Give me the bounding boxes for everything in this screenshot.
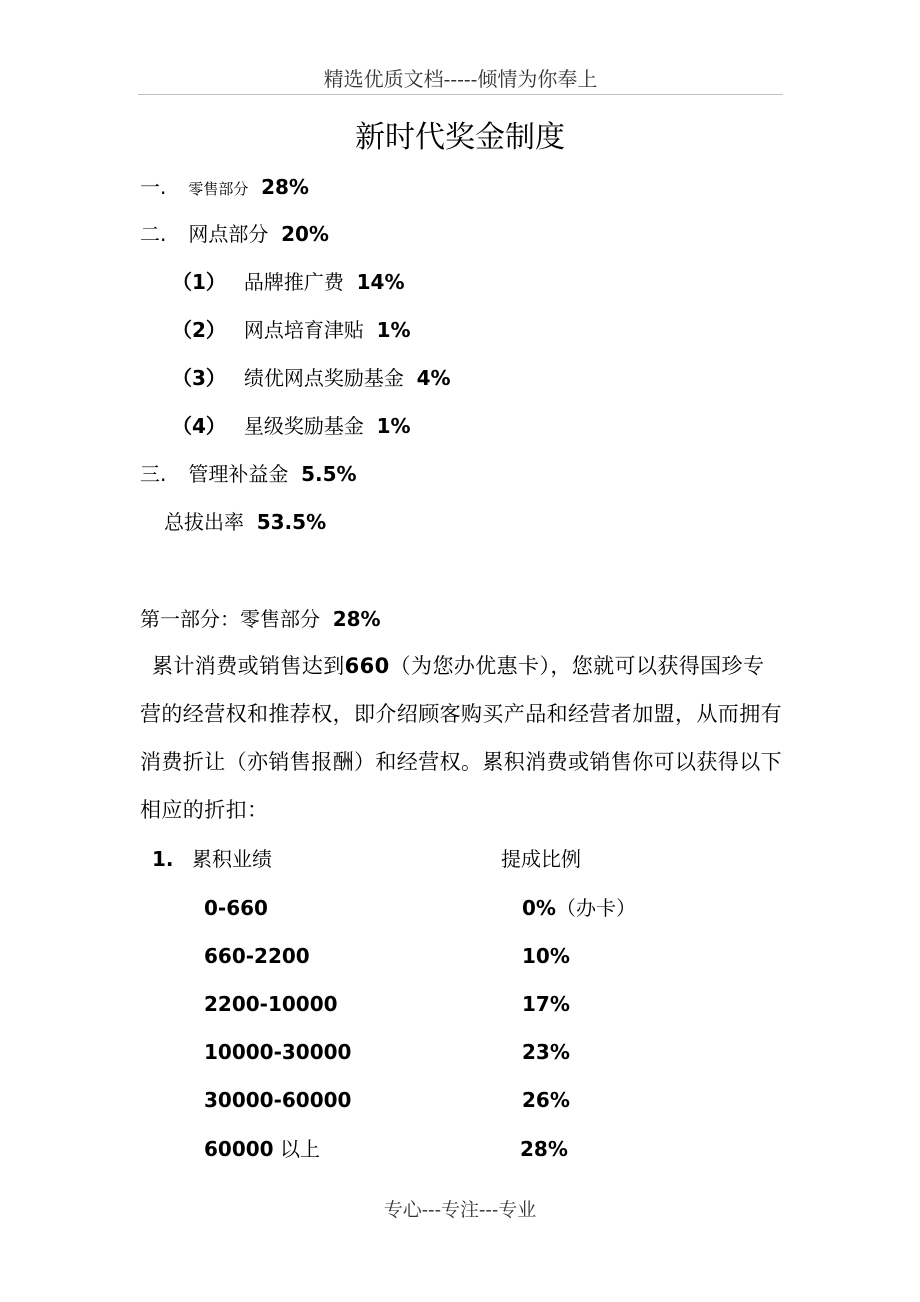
range-cell: 10000-30000 [204,1040,352,1064]
summary-item-outlet [140,219,329,249]
paragraph-number: 660 [344,654,390,678]
rate-value: 28% [520,1137,568,1161]
item-label: 零售部分 [188,180,249,198]
document-title: 新时代奖金制度 [355,120,565,155]
subitem-label: 品牌推广费 [243,270,344,294]
section-heading-value: 28% [332,607,381,631]
subitem-value: 4% [416,366,451,390]
item-marker: 一. [140,175,167,199]
subitem-label: 网点培育津贴 [243,318,364,342]
table-index: 1. [152,847,174,871]
table-row [0,989,920,1019]
paragraph-text: 累计消费或销售达到 [152,654,345,678]
section-heading [140,604,381,634]
table-column-header: 提成比例 [501,847,581,871]
summary-subitem-performance [172,363,451,393]
subitem-value: 14% [356,270,405,294]
summary-subitem-cultivation [172,315,411,345]
range-cell: 660-2200 [204,944,310,968]
total-label: 总拔出率 [164,510,244,534]
header-divider [138,94,783,95]
item-value: 5.5% [301,462,357,486]
subitem-marker: （3） [172,366,226,390]
subitem-marker: （4） [172,414,226,438]
item-label: 管理补益金 [188,462,289,486]
subitem-label: 星级奖励基金 [243,414,364,438]
rate-value: 0% [522,896,556,920]
paragraph-text: （为您办优惠卡），您就可以获得国珍专营的经营权和推荐权，即介绍顾客购买产品和经营者加盟，从而拥有消费折让（亦销售报酬）和经营权。累积消费或销售你可以获得以下相应的折扣： [140,654,782,822]
summary-subitem-brand [172,267,405,297]
range-cell: 30000-60000 [204,1088,352,1112]
page-header: 精选优质文档-----倾情为你奉上 [323,67,598,91]
range-cell [204,1134,320,1164]
rate-value: 10% [522,944,570,968]
table-header-row [0,844,920,874]
rate-value: 26% [522,1088,570,1112]
subitem-value: 1% [376,414,411,438]
summary-item-management [140,459,357,489]
rate-value: 23% [522,1040,570,1064]
summary-total [164,507,326,537]
item-value: 28% [261,175,309,199]
range-cell: 2200-10000 [204,992,338,1016]
total-value: 53.5% [256,510,327,534]
summary-item-retail [140,172,309,202]
range-cell: 0-660 [204,896,268,920]
item-marker: 二. [140,222,167,246]
section-heading-label: 第一部分：零售部分 [140,607,320,631]
summary-subitem-star [172,411,411,441]
table-row [0,893,920,923]
table-row [0,1085,920,1115]
rate-cell [522,893,636,923]
table-row [0,1037,920,1067]
table-column-header: 累积业绩 [192,847,272,871]
subitem-marker: （1） [172,270,226,294]
subitem-value: 1% [376,318,411,342]
table-row [0,941,920,971]
item-label: 网点部分 [188,222,269,246]
subitem-label: 绩优网点奖励基金 [243,366,404,390]
item-marker: 三. [140,462,167,486]
rate-note: （办卡） [555,896,636,920]
table-row [0,1134,920,1164]
page-footer: 专心---专注---专业 [383,1199,537,1221]
range-suffix: 以上 [273,1137,320,1161]
range-value: 60000 [204,1137,274,1161]
rate-value: 17% [522,992,570,1016]
subitem-marker: （2） [172,318,226,342]
section-paragraph [140,642,785,834]
item-value: 20% [281,222,329,246]
